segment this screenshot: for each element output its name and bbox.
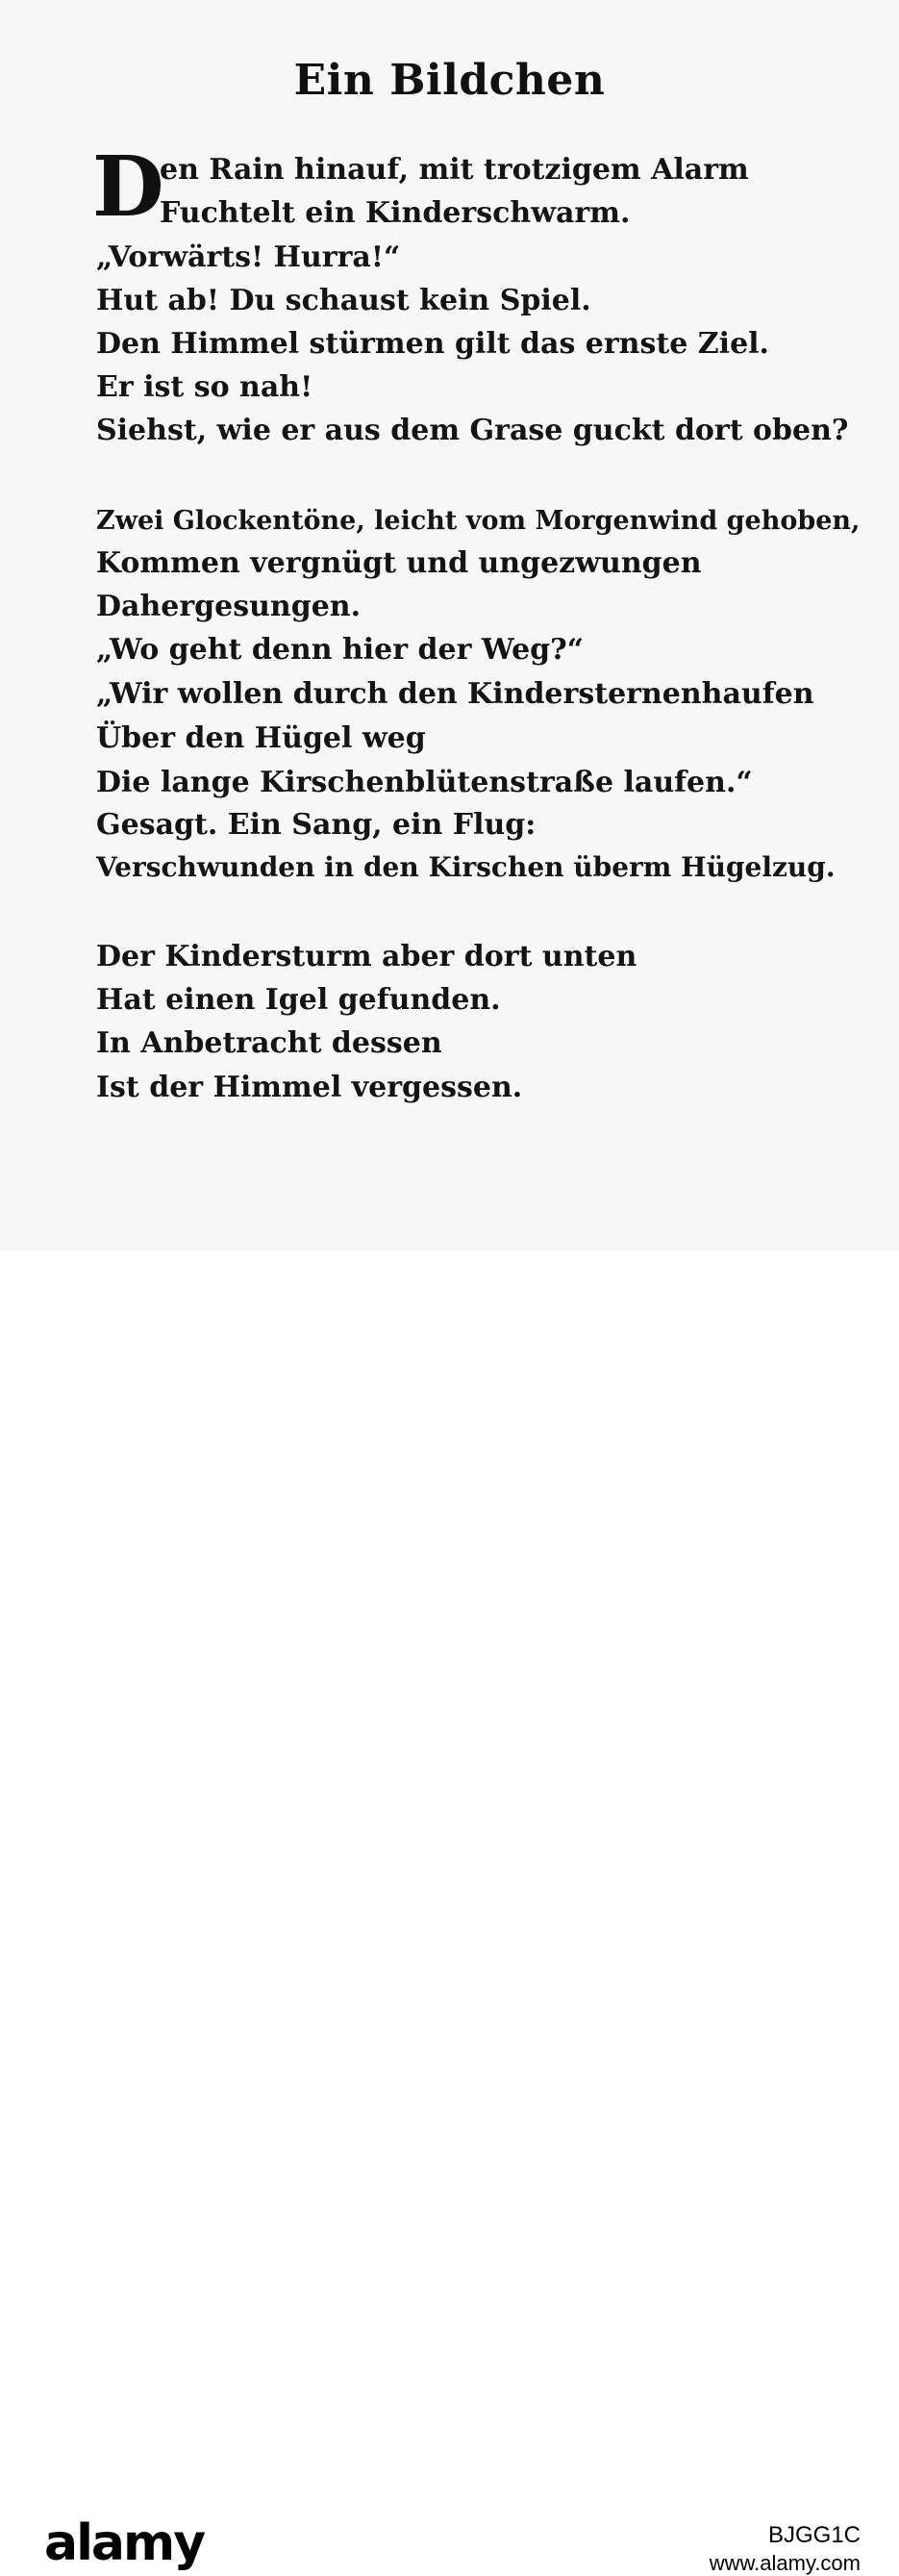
poem-line: Zwei Glockentöne, leicht vom Morgenwind gehoben,: [96, 506, 861, 536]
poem-line: Verschwunden in den Kirschen überm Hügelzug.: [96, 851, 836, 883]
footer-bar: [0, 1250, 899, 2575]
poem-line: Über den Hügel weg: [96, 721, 426, 755]
poem-line: „Wir wollen durch den Kindersternenhaufen: [96, 677, 814, 711]
site-url: www.alamy.com: [709, 2551, 861, 2575]
poem-line: Siehst, wie er aus dem Grase guckt dort oben?: [96, 414, 849, 447]
drop-cap: D: [92, 139, 164, 236]
poem-line: Hut ab! Du schaust kein Spiel.: [96, 284, 591, 317]
poem-line: Der Kindersturm aber dort unten: [96, 940, 637, 973]
alamy-logo: alamy: [44, 2514, 205, 2572]
poem-line: Den Himmel stürmen gilt das ernste Ziel.: [96, 327, 769, 361]
poem-line: Die lange Kirschenblütenstraße laufen.“: [96, 766, 753, 799]
poem-line: In Anbetracht dessen: [96, 1026, 442, 1060]
scanned-page: [0, 0, 899, 1250]
poem-title: Ein Bildchen: [293, 56, 606, 105]
poem-line: en Rain hinauf, mit trotzigem Alarm: [160, 153, 749, 187]
poem-line: Gesagt. Ein Sang, ein Flug:: [96, 808, 537, 842]
poem-line: „Vorwärts! Hurra!“: [96, 240, 401, 274]
poem-line: Kommen vergnügt und ungezwungen: [96, 546, 702, 580]
poem-line: Ist der Himmel vergessen.: [96, 1071, 523, 1104]
poem-line: Fuchtelt ein Kinderschwarm.: [160, 196, 631, 230]
image-id: BJGG1C: [767, 2522, 861, 2548]
poem-line: Hat einen Igel gefunden.: [96, 983, 501, 1017]
poem-line: Er ist so nah!: [96, 370, 313, 404]
poem-line: Dahergesungen.: [96, 590, 362, 623]
poem-line: „Wo geht denn hier der Weg?“: [96, 633, 584, 667]
